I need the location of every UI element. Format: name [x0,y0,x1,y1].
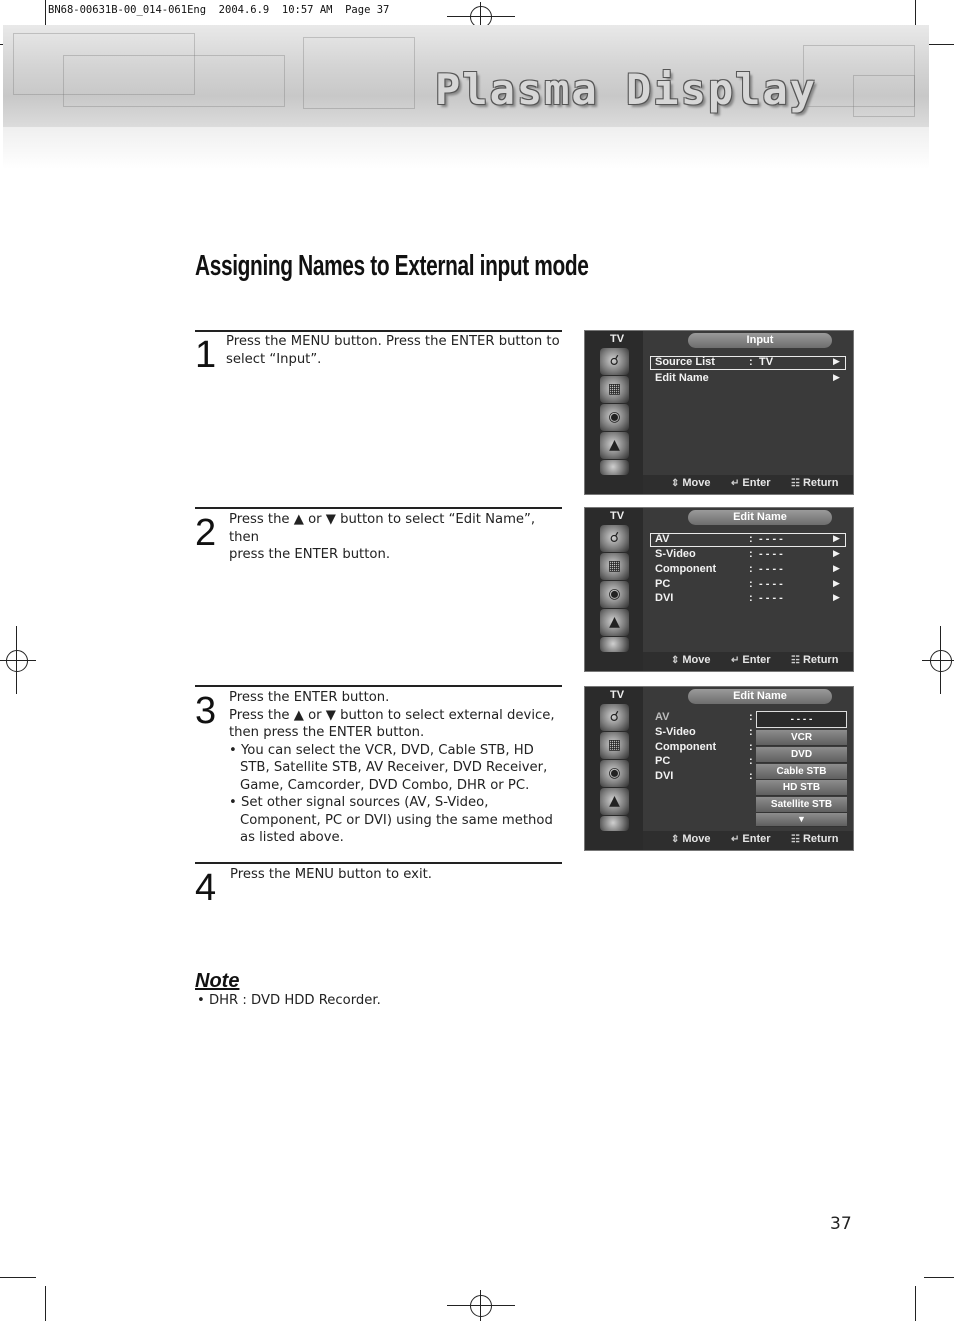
note-item: • DHR : DVD HDD Recorder. [197,993,381,1008]
step-line: Press the MENU button. Press the ENTER button to [226,334,560,349]
osd-colon: : [749,548,753,560]
step-line: then press the ENTER button. [229,725,425,740]
channel-icon: ▲ [600,788,629,815]
step-divider [195,685,562,687]
osd-value: - - - - [759,592,783,604]
osd-menu-item[interactable]: Component [655,563,717,575]
page-number: 37 [830,1214,852,1234]
osd-return-hint: ☷ Return [791,833,839,845]
osd-value: - - - - [759,578,783,590]
sound-icon: ◉ [600,404,629,431]
osd-move-hint: ⇕ Move [671,654,711,666]
osd-value: - - - - [759,533,783,545]
dropdown-option[interactable]: DVD [756,747,847,763]
step-line: Press the MENU button to exit. [230,867,432,882]
crop-mark [45,1286,46,1321]
updown-icon: ⇕ [671,655,680,666]
menu-icon: ☷ [791,834,800,845]
picture-icon: ▦ [600,732,629,759]
scroll-down-icon[interactable]: ▼ [756,813,847,827]
osd-move-hint: ⇕ Move [671,477,711,489]
osd-colon: : [749,741,753,753]
osd-selection-highlight [650,533,846,547]
dropdown-option[interactable]: VCR [756,730,847,746]
menu-icon: ☷ [791,655,800,666]
picture-icon: ▦ [600,376,629,403]
osd-tv-label: TV [610,510,625,522]
setup-icon [600,637,629,652]
osd-colon: : [749,726,753,738]
osd-enter-hint: ↵ Enter [731,654,771,666]
antenna-icon: ☌ [600,704,629,731]
osd-value: - - - - [759,548,783,560]
channel-icon: ▲ [600,609,629,636]
osd-menu-item[interactable]: DVI [655,592,674,604]
sound-icon: ◉ [600,760,629,787]
osd-menu-item[interactable]: S-Video [655,548,696,560]
step-1-text [226,333,566,368]
note-title: Note [195,970,240,992]
banner-fade [3,127,929,169]
updown-icon: ⇕ [671,834,680,845]
crop-mark [915,1286,916,1321]
header-banner [3,25,929,127]
step-number: 4 [195,867,217,909]
step-2-text [229,511,569,564]
osd-return-hint: ☷ Return [791,654,839,666]
enter-icon: ↵ [731,655,740,666]
osd-colon: : [749,356,753,368]
crop-mark [0,1277,36,1278]
step-4-text [230,866,560,884]
dropdown-current[interactable]: - - - - [756,711,847,728]
channel-icon: ▲ [600,432,629,459]
dropdown-option[interactable]: Cable STB [756,764,847,780]
osd-screen-input [584,330,854,495]
osd-colon: : [749,563,753,575]
osd-return-hint: ☷ Return [791,477,839,489]
step-line: Press the ▲ or ▼ button to select external device, [229,707,555,723]
menu-icon: ☷ [791,478,800,489]
osd-menu-item[interactable]: AV [655,711,670,723]
arrow-right-icon: ▶ [833,593,840,603]
arrow-right-icon: ▶ [833,579,840,589]
osd-menu-item[interactable]: Component [655,741,717,753]
registration-circle [6,650,28,672]
step-line: press the ENTER button. [229,547,391,562]
step-divider [195,862,562,864]
osd-colon: : [749,770,753,782]
enter-icon: ↵ [731,834,740,845]
osd-menu-item[interactable]: AV [655,533,670,545]
osd-menu-item[interactable]: DVI [655,770,674,782]
osd-menu-item[interactable]: Source List [655,356,715,368]
osd-value: - - - - [759,563,783,575]
arrow-right-icon: ▶ [833,373,840,383]
osd-move-hint: ⇕ Move [671,833,711,845]
step-number: 2 [195,512,217,554]
arrow-right-icon: ▶ [833,564,840,574]
osd-screen-edit-name [584,507,854,672]
osd-menu-item[interactable]: Edit Name [655,372,709,384]
step-line: Press the ENTER button. [229,690,390,705]
enter-icon: ↵ [731,478,740,489]
page-title: Assigning Names to External input mode [195,250,589,282]
step-divider [195,507,562,509]
banner-title: Plasma Display [435,65,818,114]
step-number: 1 [195,334,217,376]
step-3-text [229,689,565,847]
dropdown-option[interactable]: HD STB [756,780,847,796]
osd-value: TV [759,356,774,368]
osd-menu-item[interactable]: PC [655,755,671,767]
arrow-right-icon: ▶ [833,534,840,544]
osd-menu-item[interactable]: S-Video [655,726,696,738]
registration-circle [930,650,952,672]
osd-enter-hint: ↵ Enter [731,833,771,845]
osd-title: Input [688,333,832,348]
osd-enter-hint: ↵ Enter [731,477,771,489]
osd-colon: : [749,533,753,545]
step-line: Press the ▲ or ▼ button to select “Edit Name”, then [229,512,536,545]
registration-circle [470,1295,492,1317]
antenna-icon: ☌ [600,525,629,552]
setup-icon [600,460,629,475]
osd-screen-edit-name-dropdown [584,686,854,851]
step-bullet: • Set other signal sources (AV, S-Video, Component, PC or DVI) using the same method as listed above. [229,795,553,845]
osd-colon: : [749,711,753,723]
setup-icon [600,816,629,831]
step-divider [195,330,562,332]
step-bullet: • You can select the VCR, DVD, Cable STB, HD STB, Satellite STB, AV Receiver, DVD Receiver, Game, Camcorder, DVD Combo, DHR or PC. [229,742,548,793]
arrow-right-icon: ▶ [833,549,840,559]
step-number: 3 [195,690,217,732]
osd-tv-label: TV [610,689,625,701]
osd-title: Edit Name [688,689,832,704]
osd-colon: : [749,592,753,604]
arrow-right-icon: ▶ [833,357,840,367]
sound-icon: ◉ [600,581,629,608]
antenna-icon: ☌ [600,348,629,375]
dropdown-option[interactable]: Satellite STB [756,797,847,813]
osd-title: Edit Name [688,510,832,525]
print-slug: BN68-00631B-00_014-061Eng 2004.6.9 10:57 AM Page 37 [48,4,390,16]
osd-tv-label: TV [610,333,625,345]
osd-colon: : [749,755,753,767]
picture-icon: ▦ [600,553,629,580]
osd-menu-item[interactable]: PC [655,578,671,590]
crop-mark [924,1277,954,1278]
updown-icon: ⇕ [671,478,680,489]
osd-colon: : [749,578,753,590]
step-line: select “Input”. [226,351,322,367]
